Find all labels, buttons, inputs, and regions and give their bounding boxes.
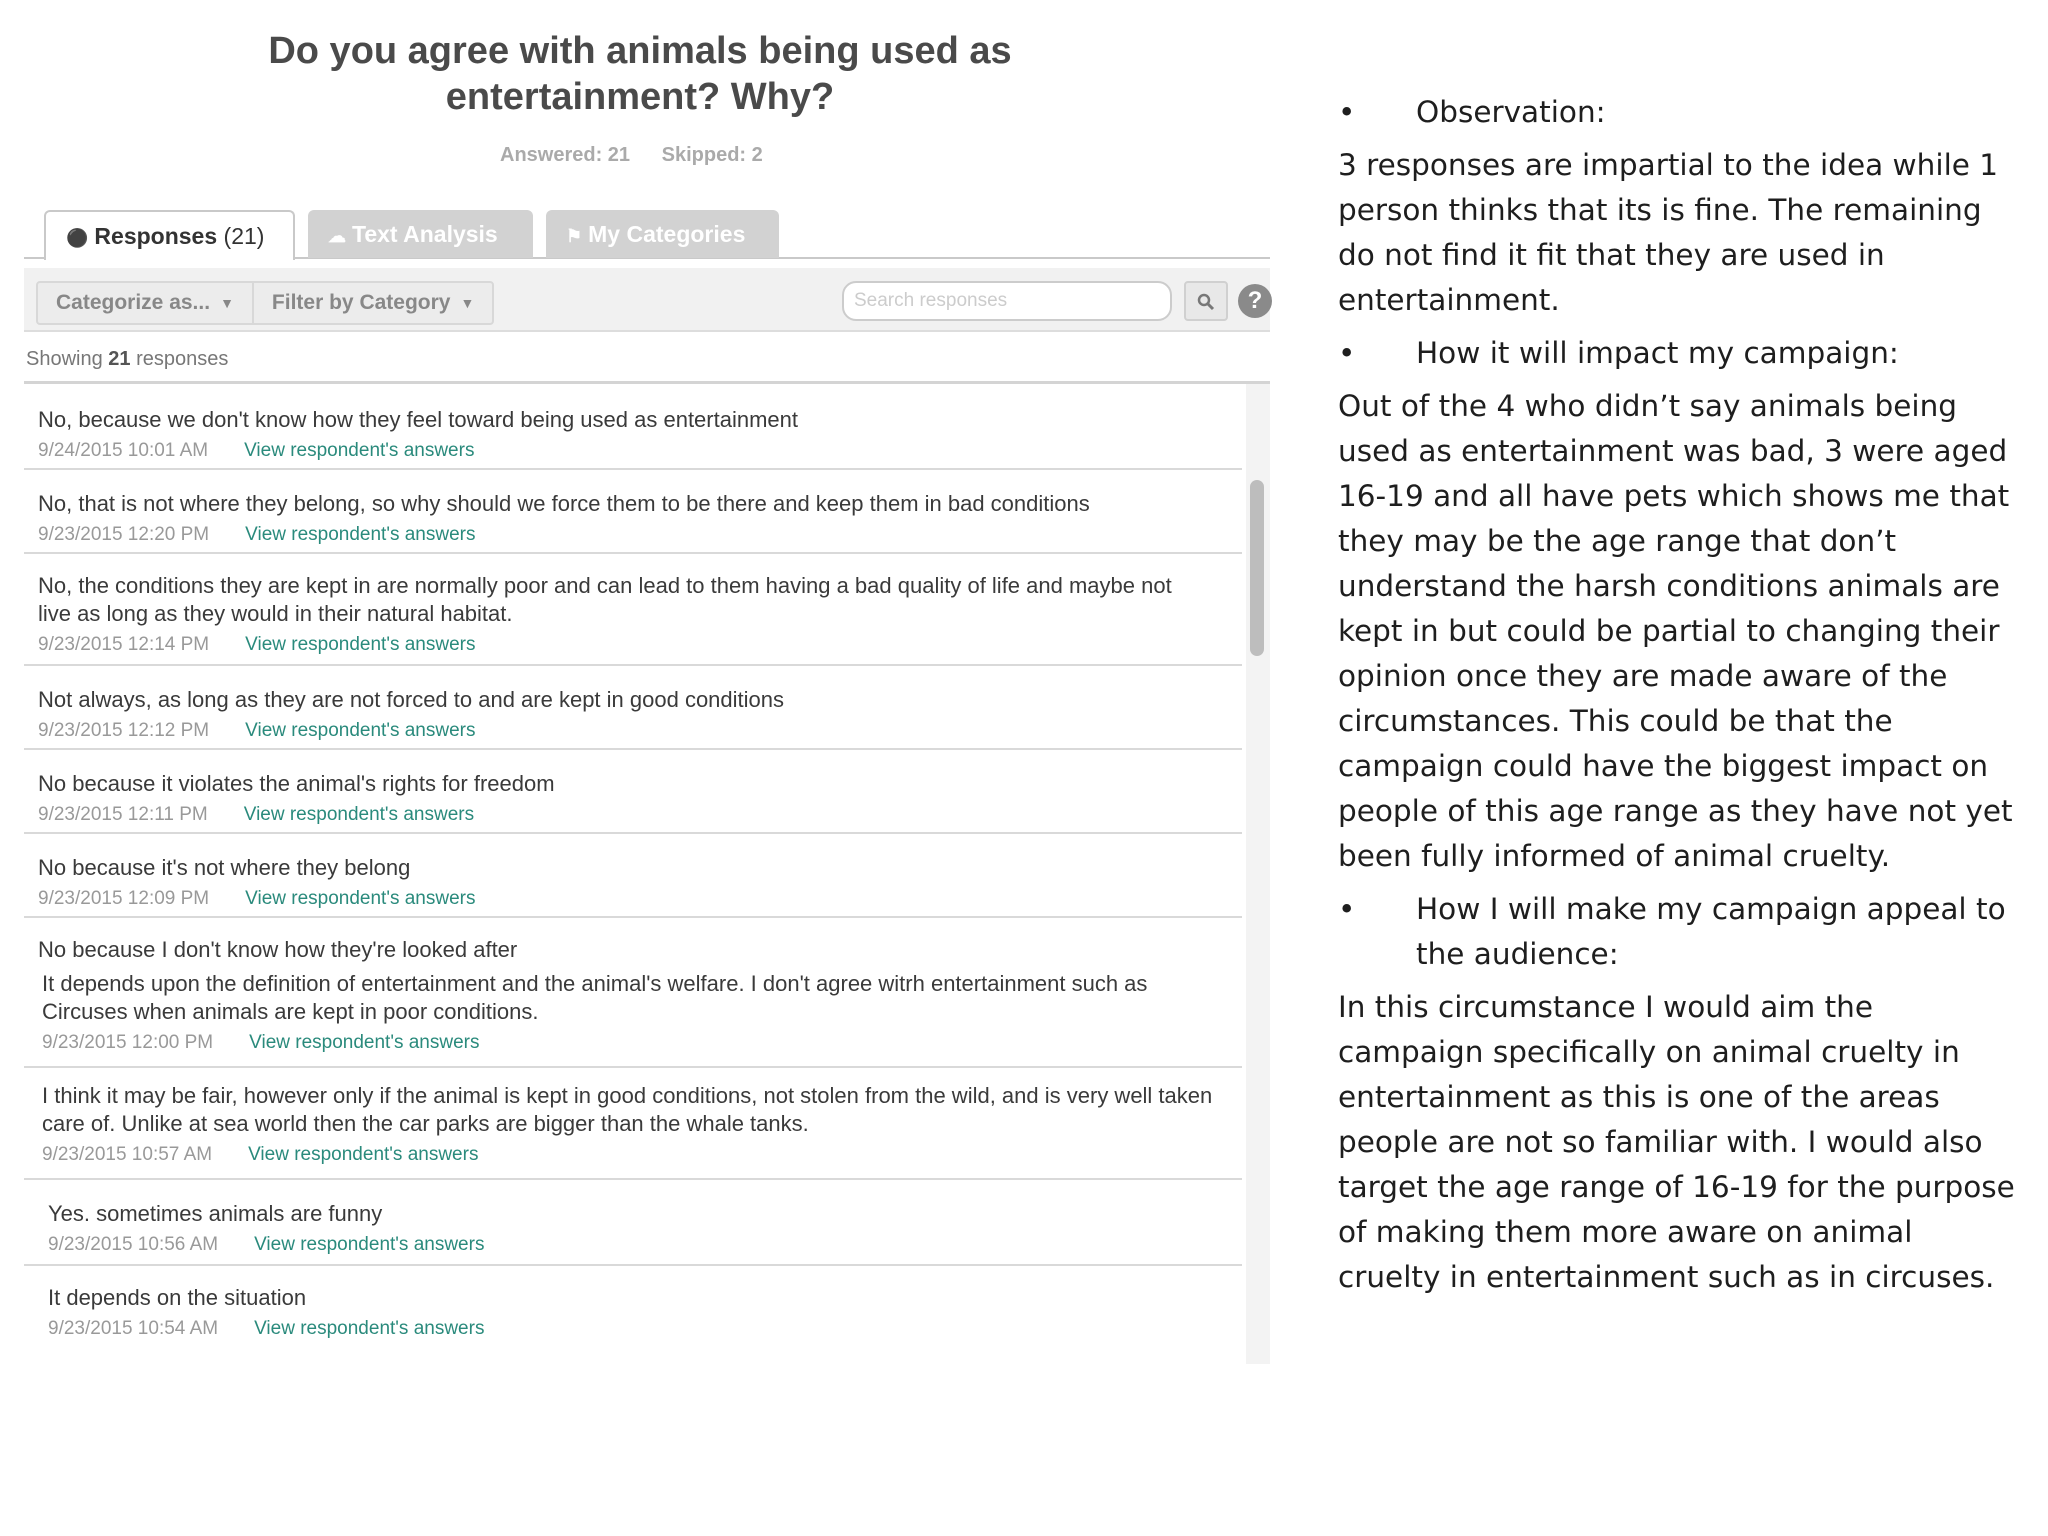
view-answers-link[interactable]: View respondent's answers (254, 1318, 485, 1339)
view-answers-link[interactable]: View respondent's answers (245, 634, 476, 655)
showing-suffix: responses (130, 348, 229, 370)
search-button[interactable] (1184, 281, 1228, 321)
skipped-count: Skipped: 2 (661, 144, 763, 166)
list-divider (24, 381, 1270, 384)
bullet-icon: • (1338, 95, 1356, 129)
question-title-line2: entertainment? Why? (445, 76, 835, 118)
heading-text: How I will make my campaign appeal to the audience: (1416, 892, 2006, 971)
question-title-line1: Do you agree with animals being used as (268, 30, 1012, 72)
response-meta (38, 634, 476, 656)
chevron-down-icon: ▼ (220, 295, 234, 312)
response-date: 9/23/2015 12:14 PM (38, 634, 210, 655)
view-answers-link[interactable]: View respondent's answers (249, 1032, 480, 1053)
bullet-icon: • (1338, 336, 1356, 370)
response-date: 9/23/2015 12:12 PM (38, 720, 210, 741)
heading-text: How it will impact my campaign: (1416, 336, 1899, 370)
notes-heading-appeal (1338, 887, 2018, 977)
response-meta (38, 804, 474, 826)
heading-text: Observation: (1416, 95, 1606, 129)
notes-heading-observation (1338, 90, 2018, 135)
question-stats (500, 144, 789, 167)
response-meta (38, 524, 476, 546)
view-answers-link[interactable]: View respondent's answers (245, 524, 476, 545)
tab-responses-label: Responses (94, 223, 218, 249)
response-date: 9/23/2015 12:00 PM (42, 1032, 214, 1053)
responses-toolbar (24, 268, 1270, 332)
response-text: It depends upon the definition of entertainment and the animal's welfare. I don't agree witrh entertainment such as Circuses when animals are kept in poor conditions. (42, 971, 1148, 1024)
cloud-icon: ☁ (328, 226, 346, 246)
list-item (24, 834, 1242, 918)
list-item (24, 1068, 1242, 1180)
search-icon (1197, 293, 1215, 311)
tab-my-categories[interactable] (546, 210, 779, 258)
response-text: Not always, as long as they are not forced to and are kept in good conditions (38, 687, 785, 712)
response-text: No, the conditions they are kept in are normally poor and can lead to them having a bad quality of life and maybe not live as long as they would in their natural habitat. (38, 573, 1172, 626)
showing-number: 21 (108, 348, 131, 370)
response-date: 9/23/2015 12:11 PM (38, 804, 208, 825)
tab-text-analysis-label: Text Analysis (352, 221, 498, 247)
showing-prefix: Showing (26, 348, 109, 370)
filter-by-category-button[interactable] (252, 283, 492, 323)
response-text: No because it's not where they belong (38, 855, 411, 880)
response-meta (42, 1144, 478, 1166)
categorize-label: Categorize as... (56, 291, 211, 314)
showing-count (26, 348, 228, 371)
view-answers-link[interactable]: View respondent's answers (245, 720, 476, 741)
list-item (24, 554, 1242, 666)
view-answers-link[interactable]: View respondent's answers (243, 804, 475, 825)
notes-paragraph-observation: 3 responses are impartial to the idea while 1 person thinks that its is fine. The remaining do not find it fit that they are used in entertainment. (1338, 148, 1999, 317)
response-meta (38, 440, 474, 462)
categorize-button[interactable] (38, 283, 252, 323)
tab-responses[interactable] (44, 210, 295, 260)
response-date: 9/23/2015 10:54 AM (48, 1318, 219, 1339)
response-date: 9/23/2015 12:20 PM (38, 524, 210, 545)
view-answers-link[interactable]: View respondent's answers (254, 1234, 485, 1255)
view-answers-link[interactable]: View respondent's answers (245, 888, 476, 909)
list-item (24, 956, 1242, 1068)
search-input[interactable] (842, 281, 1172, 321)
list-item (24, 918, 1242, 962)
response-meta (38, 888, 476, 910)
scrollbar-thumb[interactable] (1250, 480, 1264, 656)
view-answers-link[interactable]: View respondent's answers (248, 1144, 479, 1165)
response-text: No because I don't know how they're looked after (38, 937, 518, 962)
response-date: 9/24/2015 10:01 AM (38, 440, 209, 461)
list-item (24, 750, 1242, 834)
response-text: No because it violates the animal's rights for freedom (38, 771, 555, 796)
tab-text-analysis[interactable] (308, 210, 533, 258)
list-item (24, 1266, 1242, 1350)
response-meta (38, 720, 476, 742)
response-meta (42, 1032, 480, 1054)
help-button[interactable]: ? (1238, 284, 1272, 318)
filter-label: Filter by Category (271, 291, 451, 314)
question-title (170, 28, 1110, 120)
chevron-down-icon: ▼ (460, 295, 475, 312)
response-meta (48, 1234, 484, 1256)
list-item (24, 470, 1242, 554)
notes-heading-impact (1338, 331, 2018, 376)
notes-paragraph-impact: Out of the 4 who didn’t say animals being used as entertainment was bad, 3 were aged 16-19 and all have pets which shows me that they may be the age range that don’t understand the harsh conditions animals are kept in but could be partial to changing their opinion once they are made aware of the circumstances. This could be that the campaign could have the biggest impact on people of this age range as they have not yet been fully informed of animal cruelty. (1338, 389, 2013, 873)
response-text: It depends on the situation (48, 1285, 307, 1310)
view-answers-link[interactable]: View respondent's answers (244, 440, 475, 461)
response-date: 9/23/2015 10:57 AM (42, 1144, 213, 1165)
list-item (24, 666, 1242, 750)
tag-icon: ⚑ (566, 226, 583, 246)
response-text: Yes. sometimes animals are funny (48, 1201, 383, 1226)
response-text: I think it may be fair, however only if the animal is kept in good conditions, not stolen from the wild, and is very well taken care of. Unlike at sea world then the car parks are bigger than the whale tanks. (42, 1083, 1213, 1136)
response-date: 9/23/2015 10:56 AM (48, 1234, 219, 1255)
bullet-icon: • (1338, 892, 1356, 926)
response-date: 9/23/2015 12:09 PM (38, 888, 210, 909)
response-meta (48, 1318, 484, 1340)
list-item (24, 386, 1242, 470)
speech-bubble-icon: ⚫ (66, 228, 89, 248)
analysis-notes (1338, 90, 2018, 1308)
list-item (24, 1180, 1242, 1266)
notes-paragraph-appeal: In this circumstance I would aim the campaign specifically on animal cruelty in entertainment as this is one of the areas people are not so familiar with. I would also target the age range of 16-19 for the purpose of making them more aware on animal cruelty in entertainment such as in circuses. (1338, 990, 2015, 1294)
response-text: No, that is not where they belong, so why should we force them to be there and keep them in bad conditions (38, 491, 1090, 516)
tab-my-categories-label: My Categories (588, 221, 746, 247)
categorize-filter-group (36, 281, 494, 325)
tab-responses-count: (21) (223, 223, 265, 249)
response-text: No, because we don't know how they feel toward being used as entertainment (38, 407, 798, 432)
answered-count: Answered: 21 (500, 144, 631, 166)
